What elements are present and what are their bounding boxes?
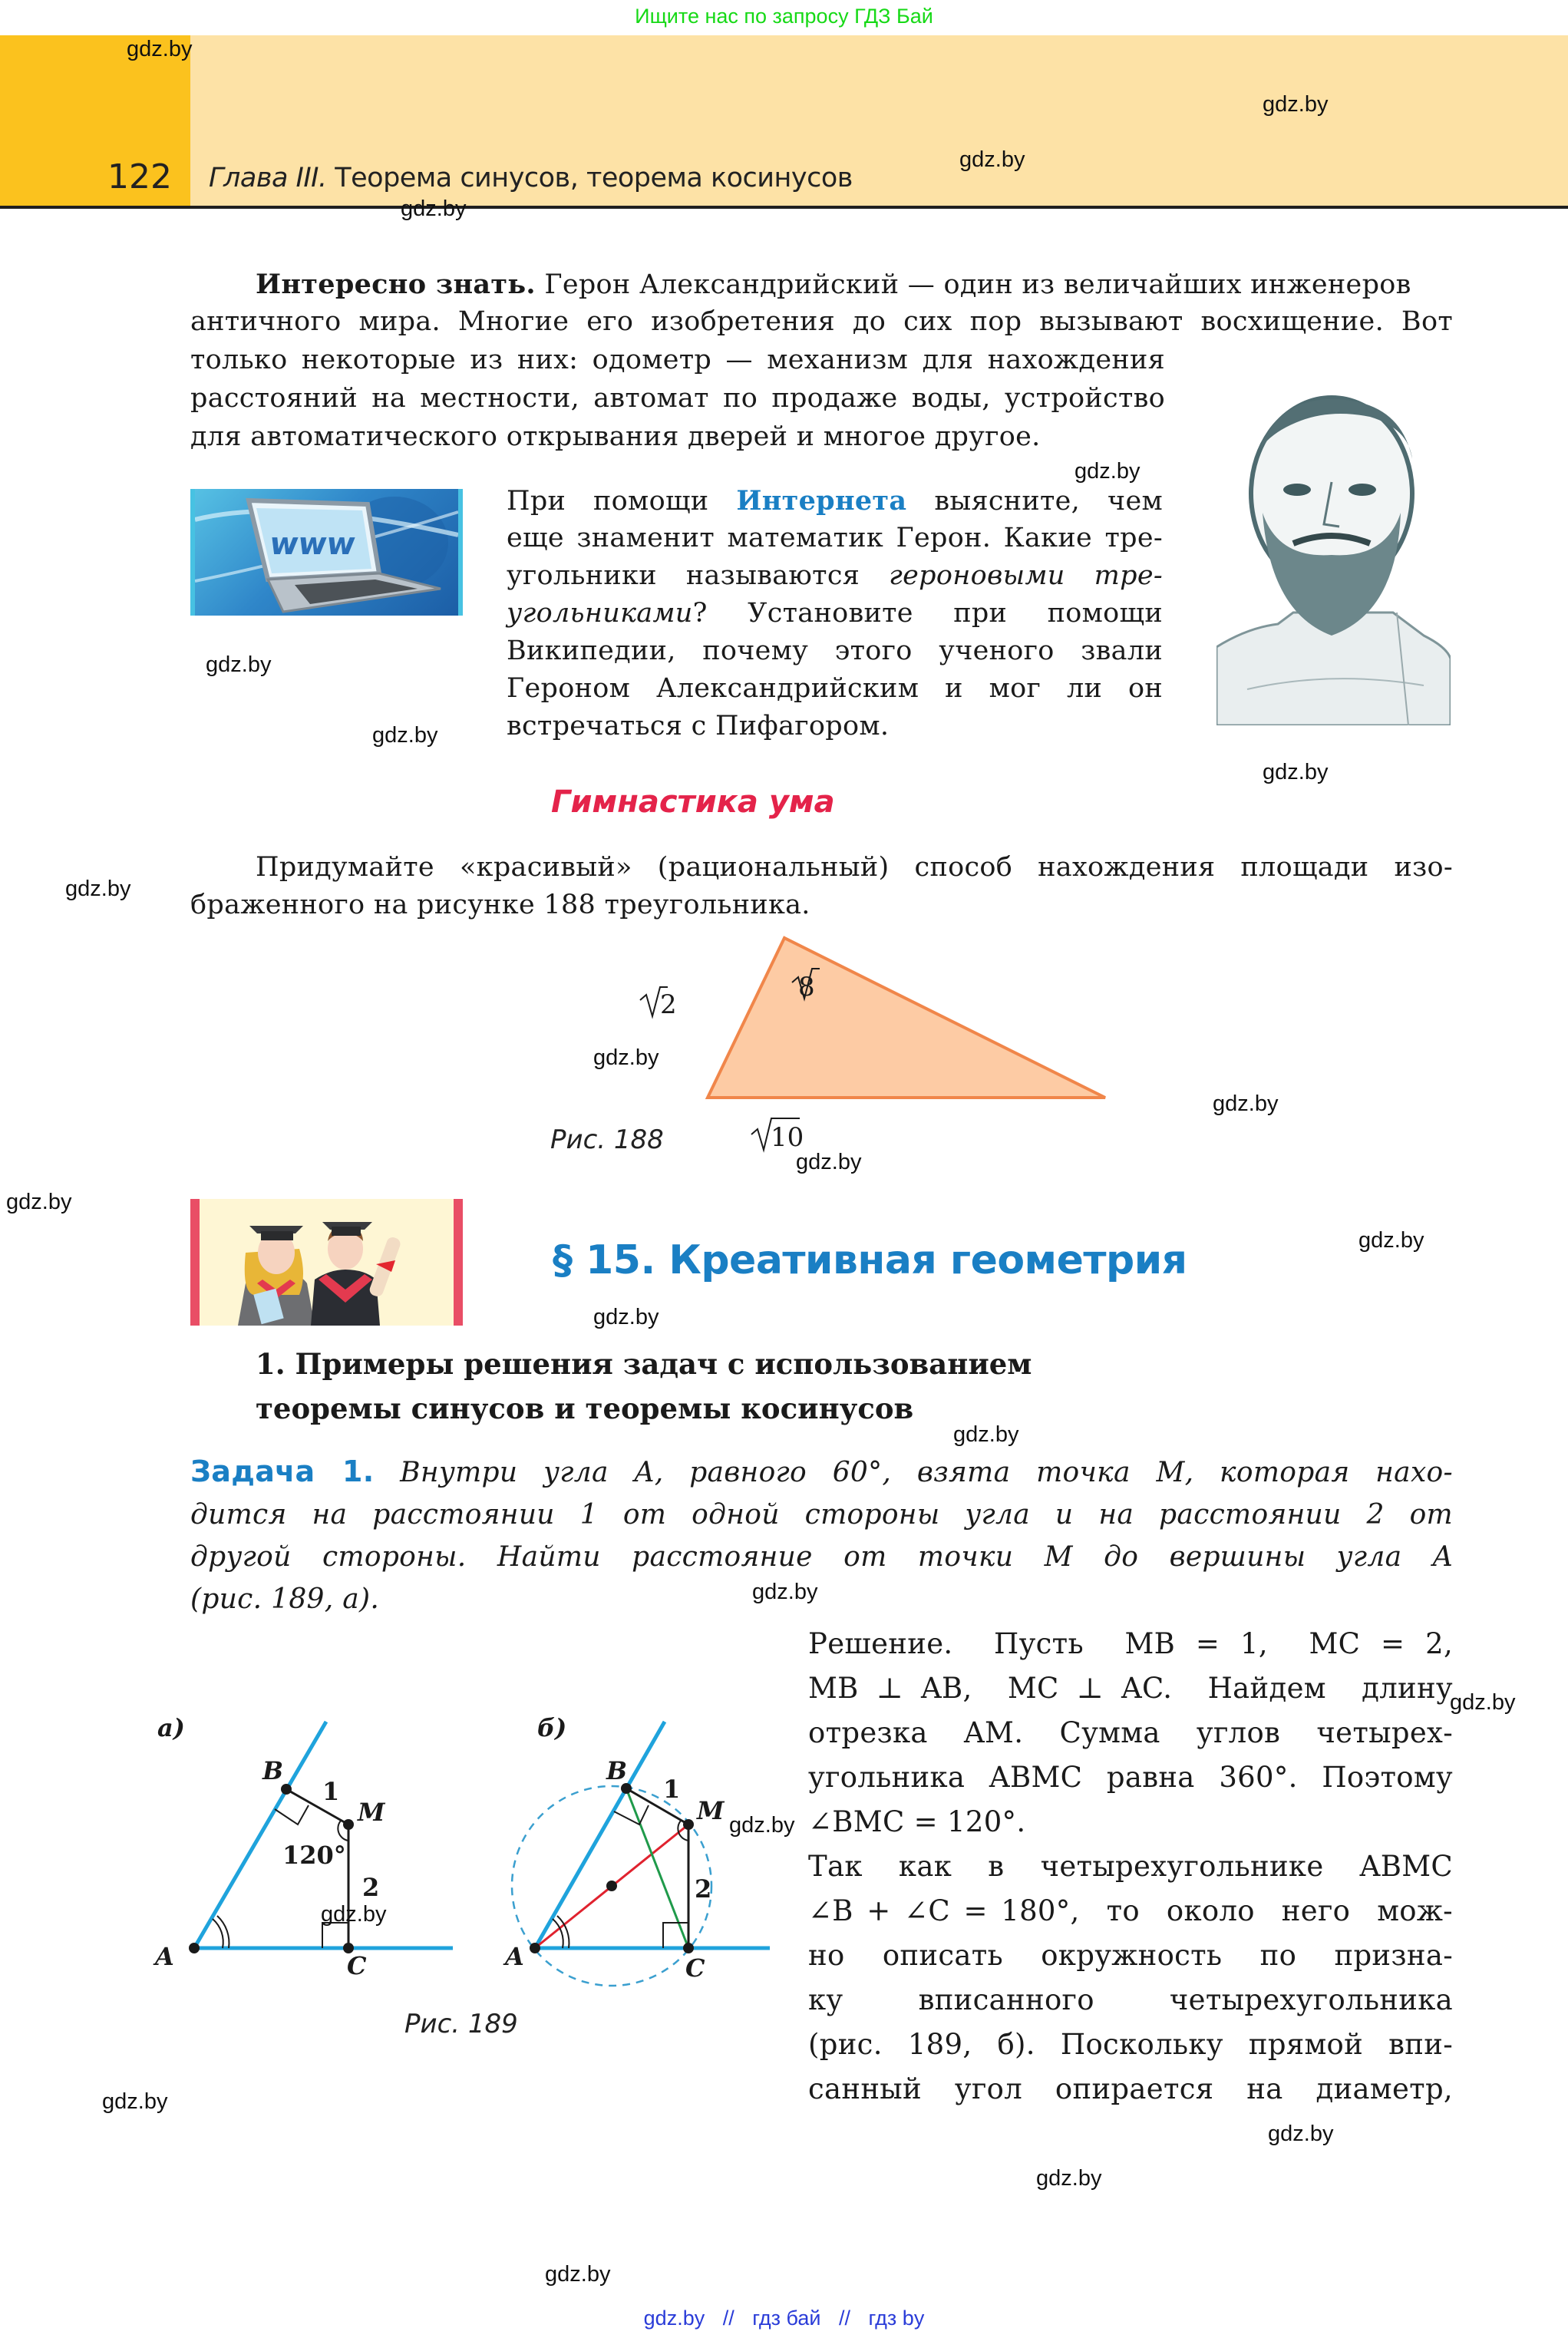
watermark: gdz.by	[796, 1150, 862, 1174]
mb-length-label: 1	[322, 1777, 340, 1806]
watermark: gdz.by	[729, 1813, 795, 1838]
panel-b-label: б)	[537, 1713, 567, 1742]
watermark: gdz.by	[1036, 2166, 1102, 2191]
graduates-image	[190, 1199, 463, 1326]
watermark: gdz.by	[102, 2089, 168, 2114]
footer-separator: //	[839, 2307, 851, 2330]
solution-line: но описать окружность по призна-	[808, 1939, 1453, 1972]
figure-189b-diagram	[491, 1696, 814, 2003]
solution-text	[808, 1622, 1453, 2112]
watermark: gdz.by	[1450, 1690, 1516, 1715]
figure-189a-diagram	[146, 1696, 468, 2003]
solution-line: Решение. Пусть MB = 1, MC = 2,	[808, 1627, 1453, 1660]
point-a-label: A	[155, 1942, 174, 1971]
mc-length-label: 2	[695, 1874, 712, 1904]
internet-task-line-3: угольники называются героновыми тре-	[507, 560, 1163, 591]
solution-line: санный угол опирается на диаметр,	[808, 2072, 1453, 2105]
task1-line-1: Задача 1. Внутри угла A, равного 60°, взята точка M, которая нахо-	[190, 1455, 1453, 1488]
point-a-label: A	[505, 1942, 524, 1971]
side-label-sqrt2: 2	[660, 989, 677, 1020]
task1-line-2: дится на расстоянии 1 от одной стороны угла и на расстоянии 2 от	[190, 1499, 1453, 1531]
figure-188-caption: Рис. 188	[550, 1124, 664, 1155]
chapter-running-head	[209, 163, 853, 193]
footer-link-gdz-by-ru[interactable]: гдз by	[868, 2307, 925, 2330]
solution-line: ∠B + ∠C = 180°, то около него мож-	[808, 1894, 1453, 1927]
graduates-illustration	[200, 1199, 454, 1326]
solution-line: MB ⊥ AB, MC ⊥ AC. Найдем длину	[808, 1672, 1453, 1705]
interesting-fact-lead: Интересно знать.	[256, 269, 536, 300]
watermark: gdz.by	[65, 877, 131, 901]
interesting-fact-line-5: для автоматического открывания дверей и многое другое.	[190, 421, 1041, 452]
watermark: gdz.by	[959, 147, 1025, 172]
mc-length-label: 2	[362, 1873, 380, 1902]
heron-portrait	[1216, 382, 1451, 725]
gymnastics-line-2: браженного на рисунке 188 треугольника.	[190, 890, 810, 920]
solution-line: ∠BMC = 120°.	[808, 1805, 1026, 1838]
task1-line-3: другой стороны. Найти расстояние от точки M до вершины угла A	[190, 1541, 1453, 1573]
internet-task-line-6: Героном Александрийским и мог ли он	[507, 673, 1163, 704]
bust-illustration	[1216, 382, 1451, 725]
watermark: gdz.by	[1358, 1228, 1424, 1253]
svg-text:www: www	[267, 527, 358, 562]
task1-label: Задача 1.	[190, 1455, 375, 1488]
watermark: gdz.by	[545, 2262, 611, 2287]
header-divider	[0, 206, 1568, 209]
watermark: gdz.by	[372, 723, 438, 748]
watermark: gdz.by	[953, 1422, 1019, 1447]
internet-task-line-5: Википедии, почему этого ученого звали	[507, 636, 1163, 666]
solution-line: ку вписанного четырехугольника	[808, 1983, 1453, 2016]
point-c-label: C	[685, 1953, 705, 1983]
laptop-www-image	[190, 489, 463, 616]
footer-separator: //	[722, 2307, 734, 2330]
internet-task-line-2: еще знаменит математик Герон. Какие тре-	[507, 523, 1163, 553]
internet-task-line-4: угольниками? Установите при помощи	[507, 598, 1163, 629]
watermark: gdz.by	[401, 196, 467, 221]
task1-line-4: (рис. 189, а).	[190, 1583, 380, 1615]
page-number: 122	[107, 157, 172, 196]
laptop-icon	[195, 489, 458, 616]
internet-link[interactable]: Интернета	[736, 485, 907, 517]
panel-a-label: а)	[157, 1713, 185, 1742]
solution-line: Так как в четырехугольнике ABMC	[808, 1850, 1453, 1883]
watermark: gdz.by	[1268, 2122, 1334, 2146]
section-subtitle: 1. Примеры решения задач с использованием теоремы синусов и теоремы косинусов	[256, 1347, 1032, 1425]
point-m-label: M	[358, 1798, 385, 1827]
footer-link-gdz-bai[interactable]: гдз бай	[752, 2307, 821, 2330]
chapter-label: Глава III.	[209, 163, 327, 193]
watermark: gdz.by	[321, 1902, 387, 1927]
interesting-fact-line-3: только некоторые из них: одометр — механизм для нахождения	[190, 345, 1165, 375]
point-c-label: C	[347, 1951, 367, 1980]
solution-line: (рис. 189, б). Поскольку прямой впи-	[808, 2028, 1453, 2061]
side-label-sqrt10: 10	[771, 1122, 804, 1153]
solution-line: угольника ABMC равна 360°. Поэтому	[808, 1761, 1453, 1794]
figure-189-caption: Рис. 189	[404, 2009, 518, 2039]
watermark: gdz.by	[1263, 92, 1329, 117]
interesting-fact-line-1: Интересно знать. Герон Александрийский — один из величайших инженеров	[256, 269, 1411, 300]
interesting-fact-line-4: расстояний на местности, автомат по продаже воды, устройство	[190, 383, 1165, 414]
solution-line: отрезка AM. Сумма углов четырех-	[808, 1716, 1453, 1749]
mb-length-label: 1	[663, 1775, 681, 1804]
watermark: gdz.by	[1263, 760, 1329, 784]
watermark: gdz.by	[1074, 459, 1141, 484]
watermark: gdz.by	[593, 1045, 659, 1070]
interesting-fact-line-2: античного мира. Многие его изобретения до сих пор вызывают восхищение. Вот	[190, 306, 1453, 337]
watermark: gdz.by	[593, 1305, 659, 1329]
watermark: gdz.by	[752, 1580, 818, 1604]
point-b-label: B	[606, 1756, 628, 1785]
angle-120-label: 120°	[282, 1841, 346, 1870]
section-title: § 15. Креативная геометрия	[553, 1237, 1187, 1283]
footer-links	[0, 2307, 1568, 2330]
gymnastics-title: Гимнастика ума	[551, 784, 835, 820]
internet-task-line-1: При помощи Интернета выясните, чем	[507, 485, 1163, 517]
gymnastics-line-1: Придумайте «красивый» (рациональный) способ нахождения площади изо-	[256, 852, 1453, 883]
footer-link-gdz-by[interactable]: gdz.by	[643, 2307, 705, 2330]
watermark: gdz.by	[127, 37, 193, 61]
point-b-label: B	[262, 1756, 284, 1785]
point-m-label: M	[697, 1796, 725, 1825]
watermark: gdz.by	[1213, 1091, 1279, 1116]
search-banner: Ищите нас по запросу ГДЗ Бай	[635, 5, 933, 28]
chapter-title: Теорема синусов, теорема косинусов	[335, 163, 853, 193]
watermark: gdz.by	[206, 652, 272, 677]
side-label-sqrt8: 8	[798, 972, 815, 1002]
watermark: gdz.by	[6, 1190, 72, 1214]
internet-task-line-7: встречаться с Пифагором.	[507, 711, 890, 741]
